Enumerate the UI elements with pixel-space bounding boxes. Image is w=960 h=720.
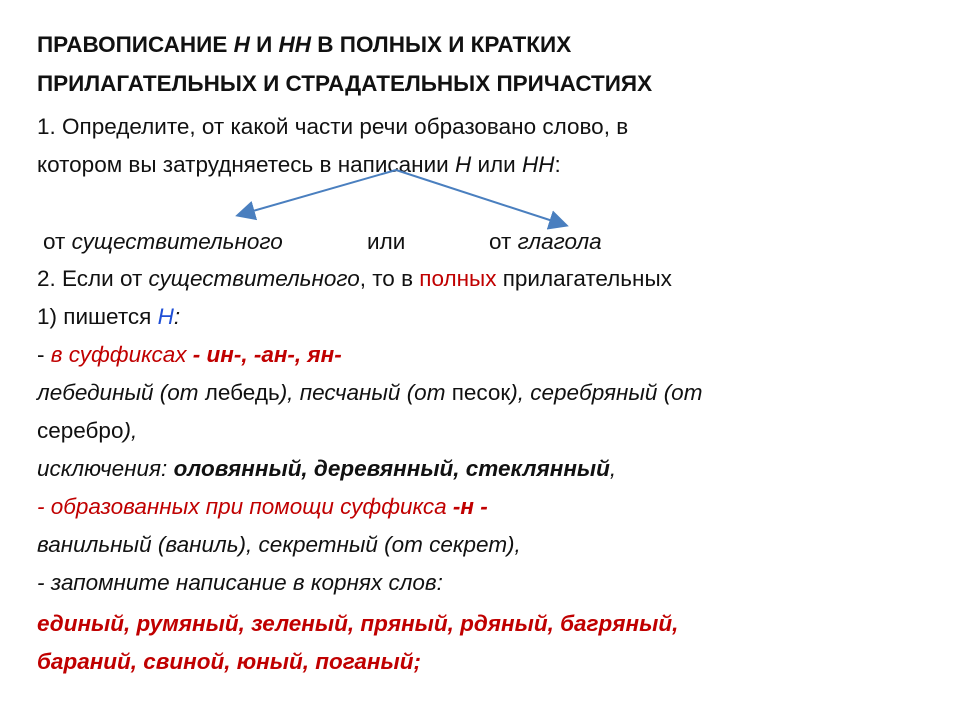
rule1-letter-n: Н <box>157 304 174 329</box>
remember-line: - запомните написание в корнях слов: <box>37 570 443 595</box>
example-text: ), <box>279 380 300 405</box>
rule1-colon: : <box>173 304 181 329</box>
examples1-line-2 <box>37 416 137 445</box>
step1-text: или <box>471 152 523 177</box>
step1-text: котором вы затрудняетесь в написании <box>37 152 455 177</box>
option-or: или <box>367 229 406 254</box>
step1-letters-nn: НН <box>522 152 555 177</box>
title-letter-n: Н <box>233 32 250 57</box>
examples2-line: ванильный (ваниль), секретный (от секрет), <box>37 532 521 557</box>
suffix-n-suffix: -н - <box>452 494 488 519</box>
example-text: серебряный (от <box>530 380 703 405</box>
suffix-dash: - <box>37 342 51 367</box>
exceptions-label: исключения: <box>37 456 174 481</box>
option-verb-word: глагола <box>517 229 602 254</box>
exceptions-words: оловянный, деревянный, стеклянный <box>173 456 610 481</box>
rule1-text: 1) пишется <box>37 304 158 329</box>
root-words-line-2: бараний, свиной, юный, поганый; <box>37 649 421 674</box>
suffix-rule-text: в суффиксах <box>50 342 193 367</box>
step1-text: : <box>554 152 561 177</box>
step1-letter-n: Н <box>454 152 472 177</box>
example-text: ), <box>510 380 531 405</box>
step1-line-1: 1. Определите, от какой части речи образовано слово, в <box>37 114 629 139</box>
example-text: ), <box>123 418 138 443</box>
option-verb <box>489 227 602 256</box>
title-letters-nn: НН <box>278 32 312 57</box>
root-words-line-1: единый, румяный, зеленый, пряный, рдяный, багряный, <box>37 611 679 636</box>
step2-noun: существительного <box>148 266 360 291</box>
option-noun <box>43 227 283 256</box>
example-root: лебедь <box>204 380 280 405</box>
arrow-right <box>396 170 565 225</box>
example-root: песок <box>451 380 511 405</box>
step2-text: прилагательных <box>496 266 672 291</box>
option-prefix: от <box>43 229 72 254</box>
rule1-line <box>37 302 180 331</box>
arrow-left <box>239 170 396 215</box>
example-text: песчаный (от <box>299 380 452 405</box>
title-text: И <box>249 32 279 57</box>
step2-text: , то в <box>359 266 420 291</box>
title-text: В ПОЛНЫХ И КРАТКИХ <box>311 32 572 57</box>
option-prefix: от <box>489 229 518 254</box>
example-text: лебединый (от <box>37 380 205 405</box>
step2-text: 2. Если от <box>37 266 149 291</box>
step2-line <box>37 264 672 293</box>
suffix-n-text: - образованных при помощи суффикса <box>37 494 453 519</box>
suffix-list: - ин-, -ан-, ян- <box>192 342 342 367</box>
suffix-n-line <box>37 492 488 521</box>
examples1-line-1 <box>37 378 702 407</box>
exceptions-comma: , <box>609 456 617 481</box>
title-text: ПРАВОПИСАНИЕ <box>37 32 234 57</box>
step2-full: полных <box>419 266 497 291</box>
title-line-2: ПРИЛАГАТЕЛЬНЫХ И СТРАДАТЕЛЬНЫХ ПРИЧАСТИЯХ <box>37 71 653 96</box>
exceptions-line <box>37 454 616 483</box>
option-noun-word: существительного <box>71 229 283 254</box>
example-root: серебро <box>37 418 124 443</box>
suffix-rule-line <box>37 340 342 369</box>
